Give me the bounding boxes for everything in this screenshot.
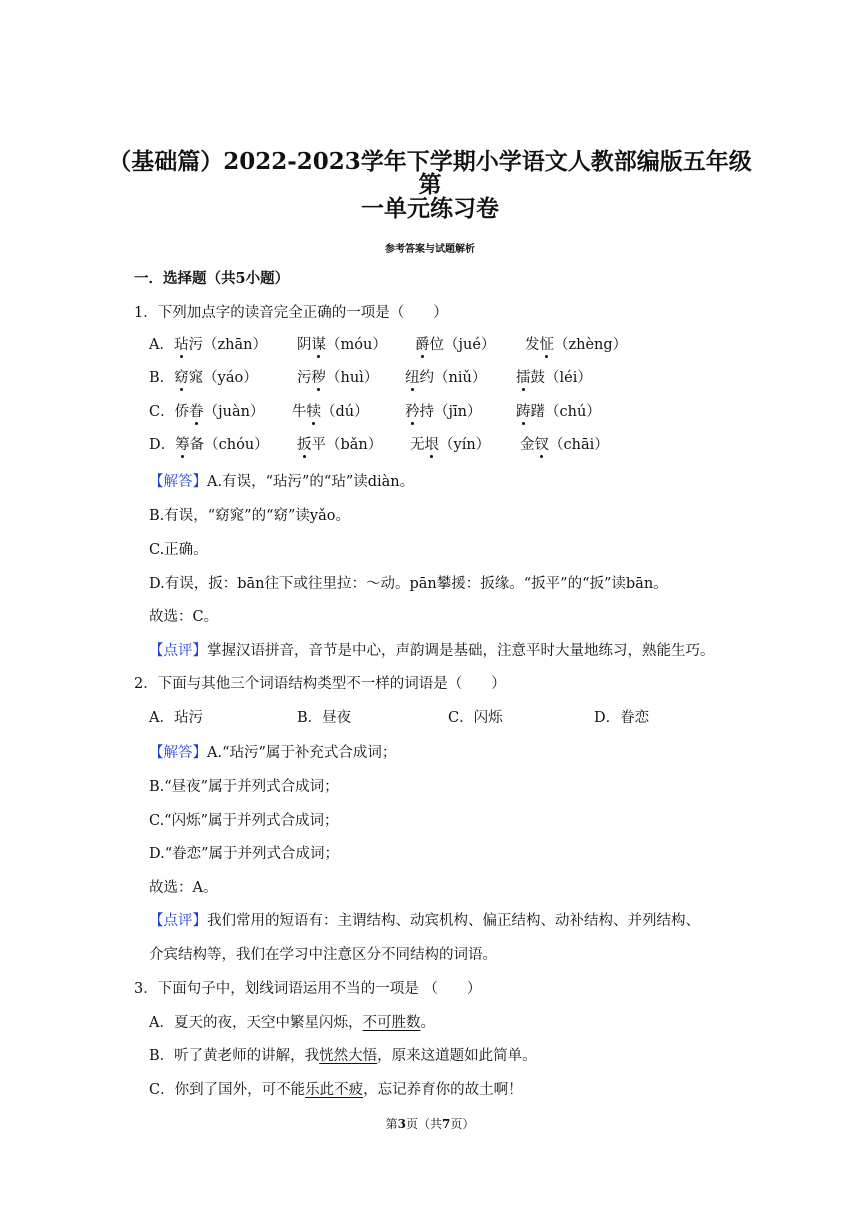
q1-b1: B．窈窕（yáo） bbox=[149, 370, 258, 386]
section-heading: 一．选择题（共5小题） bbox=[134, 270, 290, 287]
q2-stem: 2．下面与其他三个词语结构类型不一样的词语是（ ） bbox=[134, 676, 506, 692]
q3-stem: 3．下面句子中，划线词语运用不当的一项是 （ ） bbox=[134, 981, 482, 997]
underlined-phrase: 乐此不疲 bbox=[305, 1082, 364, 1098]
q1-answer-line-1: 【解答】A.有误，“玷污”的“玷”读diàn。 bbox=[149, 474, 415, 490]
q2-option-c: C．闪烁 bbox=[448, 710, 503, 726]
answer-tag: 【解答】 bbox=[149, 474, 207, 490]
q2-comment-line-1: 【点评】我们常用的短语有：主谓结构、动宾机构、偏正结构、动补结构、并列结构、 bbox=[149, 913, 700, 929]
q1-answer-line-3: C.正确。 bbox=[149, 542, 208, 558]
underlined-phrase: 恍然大悟 bbox=[319, 1048, 378, 1064]
q2-answer-line-2: B.“昼夜”属于并列式合成词； bbox=[149, 779, 339, 795]
q1-answer-line-4: D.有误，扳：bān往下或往里拉：～动。pān攀援：扳缘。“扳平”的“扳”读bān。 bbox=[149, 576, 668, 592]
q1-d2: 扳平（bǎn） bbox=[297, 437, 383, 453]
q2-answer-line-3: C.“闪烁”属于并列式合成词； bbox=[149, 813, 339, 829]
q1-b2: 污秽（huì） bbox=[297, 370, 379, 386]
q2-answer-line-5: 故选：A。 bbox=[149, 880, 218, 896]
q1-c4: 踌躇（chú） bbox=[516, 404, 601, 420]
q1-c3: 矜持（jīn） bbox=[405, 404, 482, 420]
q1-stem: 1．下列加点字的读音完全正确的一项是（ ） bbox=[134, 305, 448, 321]
q1-comment: 【点评】掌握汉语拼音，音节是中心，声韵调是基础，注意平时大量地练习，熟能生巧。 bbox=[149, 643, 715, 659]
answer-tag: 【解答】 bbox=[149, 745, 207, 761]
q1-b3: 纽约（niǔ） bbox=[405, 370, 487, 386]
q1-b4: 擂鼓（léi） bbox=[516, 370, 592, 386]
page-footer: 第3页（共7页） bbox=[385, 1117, 475, 1131]
q3-option-c: C．你到了国外，可不能乐此不疲，忘记养育你的故土啊！ bbox=[149, 1082, 523, 1098]
q1-a3: 爵位（jué） bbox=[415, 337, 496, 353]
q2-answer-line-4: D.“眷恋”属于并列式合成词； bbox=[149, 846, 340, 862]
q1-d3: 无垠（yín） bbox=[410, 437, 491, 453]
q3-option-a: A．夏天的夜，天空中繁星闪烁，不可胜数。 bbox=[149, 1015, 435, 1031]
q1-c1: C．侨眷（juàn） bbox=[149, 404, 265, 420]
comment-tag: 【点评】 bbox=[149, 913, 207, 929]
document-title-line-2: 一单元练习卷 bbox=[361, 195, 499, 222]
q2-answer-line-1: 【解答】A.“玷污”属于补充式合成词； bbox=[149, 745, 397, 761]
q2-option-b: B．昼夜 bbox=[297, 710, 352, 726]
comment-tag: 【点评】 bbox=[149, 643, 207, 659]
q2-option-d: D．眷恋 bbox=[594, 710, 650, 726]
subtitle: 参考答案与试题解析 bbox=[385, 244, 475, 255]
underlined-phrase: 不可胜数 bbox=[362, 1015, 421, 1031]
q2-option-a: A．玷污 bbox=[149, 710, 203, 726]
q3-option-b: B．听了黄老师的讲解，我恍然大悟，原来这道题如此简单。 bbox=[149, 1048, 537, 1064]
q1-answer-line-5: 故选：C。 bbox=[149, 609, 219, 625]
document-title-line-1: （基础篇）2022-2023学年下学期小学语文人教部编版五年级第 bbox=[108, 148, 752, 198]
q2-comment-line-2: 介宾结构等，我们在学习中注意区分不同结构的词语。 bbox=[149, 947, 497, 963]
q1-c2: 牛犊（dú） bbox=[292, 404, 369, 420]
q1-answer-line-2: B.有误，“窈窕”的“窈”读yǎo。 bbox=[149, 508, 350, 524]
q1-d1: D．筹备（chóu） bbox=[149, 437, 269, 453]
q1-a1: A．玷污（zhān） bbox=[149, 337, 267, 353]
q1-a4: 发怔（zhèng） bbox=[525, 337, 628, 353]
q1-a2: 阴谋（móu） bbox=[297, 337, 387, 353]
q1-d4: 金钗（chāi） bbox=[520, 437, 609, 453]
